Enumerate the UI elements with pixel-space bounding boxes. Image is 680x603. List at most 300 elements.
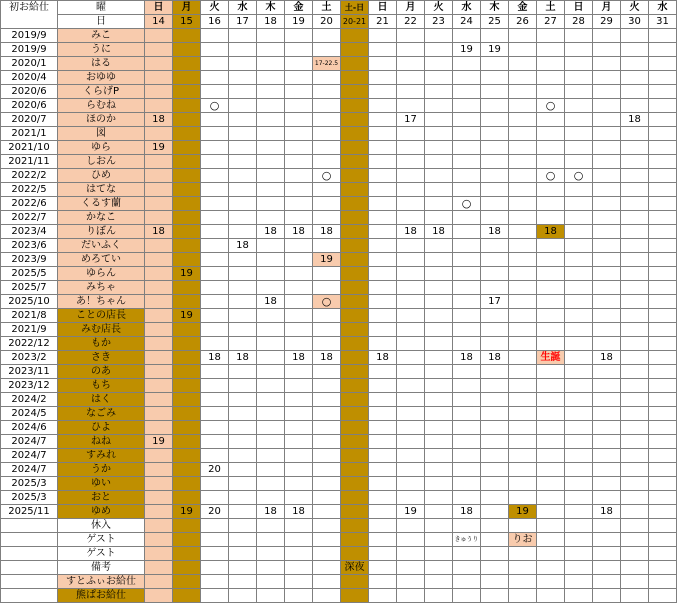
- schedule-row: [1, 225, 677, 239]
- shift-cell: [537, 281, 565, 295]
- shift-cell: [453, 155, 481, 169]
- shift-cell: [425, 127, 453, 141]
- schedule-row: [1, 547, 677, 561]
- shift-cell: [201, 71, 229, 85]
- shift-cell: [481, 435, 509, 449]
- shift-cell: [509, 589, 537, 603]
- day-cell: 18: [257, 15, 285, 29]
- cast-name: かなこ: [58, 211, 145, 225]
- cast-name: みちゃ: [58, 281, 145, 295]
- shift-cell: [257, 421, 285, 435]
- shift-cell: [481, 505, 509, 519]
- shift-cell: [341, 533, 369, 547]
- shift-cell: [565, 393, 593, 407]
- cast-name: おと: [58, 491, 145, 505]
- shift-cell: [369, 365, 397, 379]
- shift-cell: [481, 379, 509, 393]
- shift-cell: [285, 43, 313, 57]
- shift-cell: [425, 379, 453, 393]
- shift-cell: [565, 589, 593, 603]
- shift-cell: [425, 589, 453, 603]
- shift-cell: [285, 85, 313, 99]
- shift-cell: [257, 561, 285, 575]
- shift-cell: [341, 155, 369, 169]
- shift-cell: 深夜: [341, 561, 369, 575]
- first-shift-date: 2024/7: [1, 435, 58, 449]
- first-shift-date: 2022/7: [1, 211, 58, 225]
- shift-cell: [621, 421, 649, 435]
- cast-name: ゲスト: [58, 547, 145, 561]
- shift-cell: [453, 225, 481, 239]
- shift-cell: [509, 239, 537, 253]
- shift-cell: [621, 491, 649, 505]
- first-shift-date: 2024/2: [1, 393, 58, 407]
- schedule-row: [1, 127, 677, 141]
- schedule-row: [1, 211, 677, 225]
- cast-name: はてな: [58, 183, 145, 197]
- shift-cell: [397, 519, 425, 533]
- shift-cell: [173, 463, 201, 477]
- shift-cell: [341, 253, 369, 267]
- shift-cell: [145, 463, 173, 477]
- shift-cell: りお: [509, 533, 537, 547]
- weekday-cell: 水: [229, 1, 257, 15]
- shift-cell: [425, 505, 453, 519]
- shift-cell: [173, 155, 201, 169]
- shift-cell: [285, 29, 313, 43]
- shift-cell: [313, 267, 341, 281]
- shift-cell: [201, 267, 229, 281]
- shift-cell: 19: [313, 253, 341, 267]
- shift-cell: 18: [145, 113, 173, 127]
- shift-cell: [173, 435, 201, 449]
- shift-cell: [593, 421, 621, 435]
- shift-cell: [537, 505, 565, 519]
- shift-cell: [537, 141, 565, 155]
- shift-cell: [453, 589, 481, 603]
- shift-cell: [285, 561, 313, 575]
- shift-cell: [145, 267, 173, 281]
- shift-cell: [565, 57, 593, 71]
- shift-cell: [397, 295, 425, 309]
- day-cell: 16: [201, 15, 229, 29]
- schedule-row: [1, 267, 677, 281]
- shift-cell: [229, 449, 257, 463]
- shift-cell: [145, 365, 173, 379]
- shift-cell: [537, 421, 565, 435]
- shift-cell: [565, 449, 593, 463]
- shift-cell: [649, 211, 677, 225]
- shift-cell: [565, 267, 593, 281]
- shift-cell: [173, 197, 201, 211]
- shift-cell: [369, 29, 397, 43]
- shift-cell: [565, 295, 593, 309]
- day-cell: 17: [229, 15, 257, 29]
- shift-cell: [621, 211, 649, 225]
- shift-cell: [481, 519, 509, 533]
- shift-cell: [453, 379, 481, 393]
- shift-cell: [313, 491, 341, 505]
- first-shift-date: 2020/4: [1, 71, 58, 85]
- first-shift-date: 2022/12: [1, 337, 58, 351]
- shift-cell: [397, 155, 425, 169]
- shift-cell: [201, 141, 229, 155]
- shift-cell: [201, 491, 229, 505]
- shift-cell: [285, 127, 313, 141]
- shift-cell: [453, 71, 481, 85]
- shift-cell: [173, 351, 201, 365]
- shift-cell: [201, 113, 229, 127]
- shift-cell: [537, 449, 565, 463]
- shift-cell: [173, 85, 201, 99]
- shift-cell: [453, 113, 481, 127]
- shift-cell: [145, 421, 173, 435]
- shift-cell: [229, 57, 257, 71]
- shift-cell: [453, 393, 481, 407]
- shift-cell: [481, 393, 509, 407]
- shift-cell: [649, 239, 677, 253]
- shift-cell: [313, 281, 341, 295]
- shift-cell: [341, 71, 369, 85]
- shift-cell: 19: [173, 309, 201, 323]
- shift-cell: [229, 183, 257, 197]
- shift-cell: [425, 421, 453, 435]
- cast-name: ゆい: [58, 477, 145, 491]
- shift-cell: [565, 127, 593, 141]
- shift-cell: [257, 435, 285, 449]
- shift-cell: [285, 309, 313, 323]
- shift-cell: [621, 589, 649, 603]
- cast-name: 休入: [58, 519, 145, 533]
- shift-cell: [257, 141, 285, 155]
- shift-cell: [565, 407, 593, 421]
- shift-cell: [425, 281, 453, 295]
- schedule-row: [1, 169, 677, 183]
- cast-name: らむね: [58, 99, 145, 113]
- shift-cell: [593, 253, 621, 267]
- shift-cell: [649, 463, 677, 477]
- header-day-row: [1, 15, 677, 29]
- shift-cell: [481, 547, 509, 561]
- shift-cell: [621, 225, 649, 239]
- shift-cell: [397, 435, 425, 449]
- shift-cell: [425, 99, 453, 113]
- shift-cell: [537, 295, 565, 309]
- shift-cell: [397, 379, 425, 393]
- shift-cell: [257, 393, 285, 407]
- first-shift-date: 2020/7: [1, 113, 58, 127]
- shift-cell: [481, 281, 509, 295]
- shift-cell: [229, 435, 257, 449]
- shift-cell: [257, 337, 285, 351]
- shift-cell: [201, 281, 229, 295]
- shift-cell: [369, 547, 397, 561]
- shift-cell: [229, 547, 257, 561]
- shift-cell: [453, 183, 481, 197]
- shift-cell: [593, 225, 621, 239]
- shift-cell: [453, 99, 481, 113]
- shift-cell: [565, 561, 593, 575]
- shift-cell: [173, 449, 201, 463]
- shift-cell: [537, 323, 565, 337]
- day-cell: 14: [145, 15, 173, 29]
- weekday-cell: 金: [509, 1, 537, 15]
- shift-cell: [341, 309, 369, 323]
- cast-name: はる: [58, 57, 145, 71]
- shift-cell: [145, 155, 173, 169]
- first-shift-date: 2020/6: [1, 99, 58, 113]
- shift-cell: [649, 281, 677, 295]
- shift-cell: [369, 43, 397, 57]
- shift-cell: [201, 365, 229, 379]
- shift-cell: [509, 99, 537, 113]
- shift-cell: [509, 379, 537, 393]
- shift-cell: [257, 127, 285, 141]
- shift-cell: [481, 463, 509, 477]
- shift-cell: [257, 491, 285, 505]
- shift-cell: [481, 407, 509, 421]
- shift-cell: [313, 547, 341, 561]
- shift-cell: [397, 253, 425, 267]
- shift-cell: [173, 393, 201, 407]
- shift-cell: [565, 337, 593, 351]
- shift-cell: [453, 239, 481, 253]
- shift-cell: [229, 519, 257, 533]
- shift-cell: 18: [593, 351, 621, 365]
- shift-cell: [565, 519, 593, 533]
- schedule-row: [1, 407, 677, 421]
- shift-cell: [453, 211, 481, 225]
- shift-cell: [425, 477, 453, 491]
- shift-cell: [173, 337, 201, 351]
- shift-cell: [425, 239, 453, 253]
- shift-cell: [397, 421, 425, 435]
- shift-cell: 18: [229, 239, 257, 253]
- shift-cell: [341, 183, 369, 197]
- shift-cell: [173, 253, 201, 267]
- shift-cell: 18: [285, 505, 313, 519]
- shift-cell: [341, 477, 369, 491]
- shift-cell: [565, 477, 593, 491]
- weekday-cell: 土: [313, 1, 341, 15]
- shift-cell: [481, 561, 509, 575]
- first-shift-date: [1, 589, 58, 603]
- shift-cell: [425, 85, 453, 99]
- weekday-cell: 日: [565, 1, 593, 15]
- cast-name: もか: [58, 337, 145, 351]
- cast-name: ゆらん: [58, 267, 145, 281]
- shift-cell: [285, 477, 313, 491]
- shift-cell: [425, 211, 453, 225]
- shift-cell: [509, 393, 537, 407]
- shift-cell: [173, 99, 201, 113]
- shift-cell: [649, 85, 677, 99]
- shift-cell: [593, 113, 621, 127]
- first-shift-date: 2022/2: [1, 169, 58, 183]
- shift-cell: [341, 547, 369, 561]
- shift-cell: [145, 547, 173, 561]
- shift-cell: [649, 99, 677, 113]
- shift-cell: [145, 449, 173, 463]
- shift-cell: [537, 267, 565, 281]
- shift-cell: [565, 211, 593, 225]
- shift-cell: [649, 183, 677, 197]
- shift-cell: [649, 547, 677, 561]
- shift-cell: 18: [425, 225, 453, 239]
- shift-cell: [257, 547, 285, 561]
- shift-cell: 18: [453, 351, 481, 365]
- shift-cell: [593, 407, 621, 421]
- weekday-cell: 水: [453, 1, 481, 15]
- shift-cell: [509, 197, 537, 211]
- shift-cell: [565, 309, 593, 323]
- weekday-cell: 土: [537, 1, 565, 15]
- shift-cell: 18: [369, 351, 397, 365]
- cast-name: うに: [58, 43, 145, 57]
- shift-cell: [285, 449, 313, 463]
- shift-cell: [313, 589, 341, 603]
- first-shift-date: 2025/10: [1, 295, 58, 309]
- shift-cell: [369, 155, 397, 169]
- shift-cell: 17: [397, 113, 425, 127]
- shift-cell: [285, 197, 313, 211]
- shift-cell: [397, 477, 425, 491]
- shift-cell: [173, 113, 201, 127]
- shift-cell: [509, 43, 537, 57]
- shift-cell: [397, 211, 425, 225]
- cast-name: ほのか: [58, 113, 145, 127]
- shift-cell: [397, 337, 425, 351]
- shift-cell: [565, 29, 593, 43]
- shift-cell: [425, 141, 453, 155]
- schedule-row: [1, 351, 677, 365]
- first-shift-date: 2021/11: [1, 155, 58, 169]
- shift-cell: [285, 533, 313, 547]
- shift-cell: [621, 141, 649, 155]
- shift-cell: [453, 141, 481, 155]
- shift-cell: [341, 113, 369, 127]
- shift-cell: [201, 337, 229, 351]
- shift-cell: [509, 183, 537, 197]
- shift-cell: [145, 99, 173, 113]
- schedule-row: [1, 463, 677, 477]
- shift-cell: [369, 113, 397, 127]
- day-cell: 24: [453, 15, 481, 29]
- schedule-row: [1, 43, 677, 57]
- schedule-row: [1, 519, 677, 533]
- weekday-cell: 火: [425, 1, 453, 15]
- shift-cell: [397, 351, 425, 365]
- shift-cell: [145, 197, 173, 211]
- weekday-cell: 月: [173, 1, 201, 15]
- shift-cell: [229, 365, 257, 379]
- shift-cell: [341, 407, 369, 421]
- schedule-row: [1, 295, 677, 309]
- shift-cell: [257, 155, 285, 169]
- shift-cell: [509, 407, 537, 421]
- cast-name: おゆゆ: [58, 71, 145, 85]
- shift-cell: [145, 127, 173, 141]
- shift-cell: [313, 99, 341, 113]
- first-shift-date: 2021/10: [1, 141, 58, 155]
- shift-cell: [313, 393, 341, 407]
- shift-cell: [201, 589, 229, 603]
- header-weekday-row: [1, 1, 677, 15]
- shift-cell: [229, 337, 257, 351]
- shift-cell: [453, 463, 481, 477]
- schedule-row: [1, 239, 677, 253]
- shift-cell: [425, 295, 453, 309]
- shift-cell: [593, 463, 621, 477]
- first-shift-date: 2023/9: [1, 253, 58, 267]
- shift-cell: [509, 253, 537, 267]
- shift-cell: [481, 589, 509, 603]
- shift-cell: [509, 365, 537, 379]
- shift-cell: [397, 127, 425, 141]
- shift-cell: [341, 57, 369, 71]
- shift-cell: [145, 43, 173, 57]
- day-cell: 15: [173, 15, 201, 29]
- shift-cell: [593, 379, 621, 393]
- shift-cell: [425, 267, 453, 281]
- shift-cell: [649, 519, 677, 533]
- day-cell: 29: [593, 15, 621, 29]
- day-label: 日: [58, 15, 145, 29]
- shift-cell: [593, 491, 621, 505]
- shift-cell: [509, 141, 537, 155]
- first-shift-date: 2022/6: [1, 197, 58, 211]
- shift-cell: ○: [453, 197, 481, 211]
- shift-cell: [593, 393, 621, 407]
- shift-cell: [145, 589, 173, 603]
- first-shift-date: 2019/9: [1, 43, 58, 57]
- shift-cell: [621, 533, 649, 547]
- shift-cell: [369, 211, 397, 225]
- shift-cell: [369, 71, 397, 85]
- shift-cell: [509, 85, 537, 99]
- shift-cell: [649, 309, 677, 323]
- shift-cell: [397, 281, 425, 295]
- shift-cell: [593, 435, 621, 449]
- shift-cell: [341, 43, 369, 57]
- shift-cell: [257, 477, 285, 491]
- shift-cell: 19: [145, 435, 173, 449]
- schedule-row: [1, 589, 677, 603]
- schedule-row: [1, 477, 677, 491]
- shift-cell: [145, 561, 173, 575]
- shift-cell: [481, 57, 509, 71]
- shift-cell: [369, 253, 397, 267]
- shift-cell: [229, 127, 257, 141]
- shift-cell: [341, 589, 369, 603]
- shift-cell: [537, 491, 565, 505]
- shift-cell: きゅうり: [453, 533, 481, 547]
- shift-cell: 18: [453, 505, 481, 519]
- shift-cell: [621, 505, 649, 519]
- shift-cell: [425, 449, 453, 463]
- shift-cell: [313, 435, 341, 449]
- shift-cell: [285, 295, 313, 309]
- shift-cell: [649, 253, 677, 267]
- shift-cell: 18: [481, 225, 509, 239]
- shift-cell: 19: [453, 43, 481, 57]
- cast-name: ゆら: [58, 141, 145, 155]
- shift-cell: [621, 281, 649, 295]
- shift-cell: [201, 449, 229, 463]
- shift-cell: [509, 421, 537, 435]
- cast-name: りぼん: [58, 225, 145, 239]
- shift-cell: [593, 183, 621, 197]
